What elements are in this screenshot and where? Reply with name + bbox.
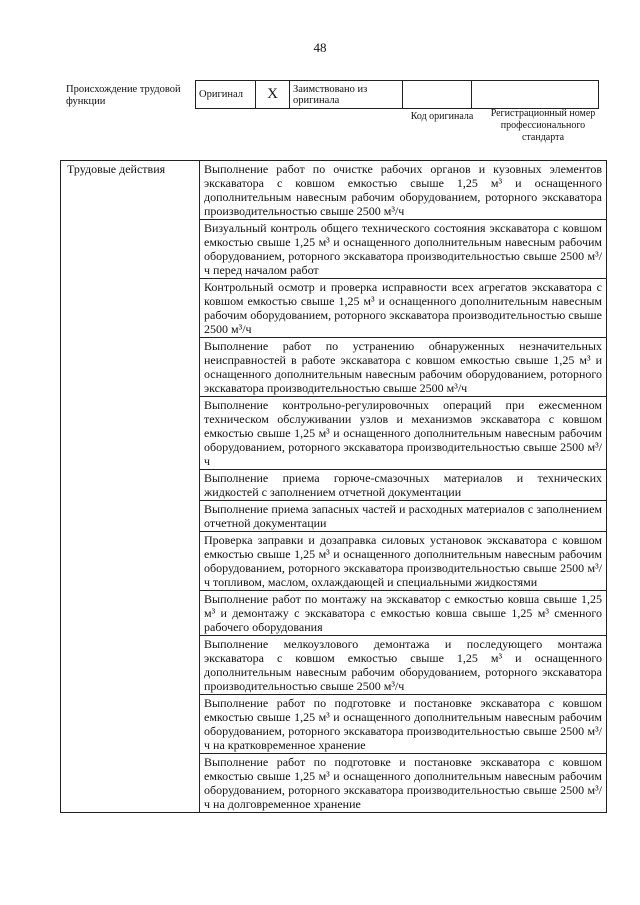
reg-number-cell (472, 81, 599, 109)
labor-action-item: Контрольный осмотр и проверка исправности всех агрегатов экскаватора с ковшом емкостью свыше 1,25 м³ и оснащенного дополнительным навесным рабочим оборудованием, роторного экскаватора производительностью свыше 2500 м³/ч (200, 279, 607, 338)
labor-action-item: Визуальный контроль общего технического состояния экскаватора с ковшом емкостью свыше 1,25 м³ и оснащенного дополнительным навесным рабочим оборудованием, роторного экскаватора производительностью свыше 2500 м³/ч перед началом работ (200, 220, 607, 279)
borrowed-cell: Заимствовано из оригинала (290, 81, 403, 109)
table-row (61, 161, 607, 220)
code-cell (403, 81, 472, 109)
labor-action-item: Выполнение работ по подготовке и постановке экскаватора с ковшом емкостью свыше 1,25 м³ и оснащенного дополнительным навесным рабочим оборудованием, роторного экскаватора производительностью свыше 2500 м³/ч на кратковременное хранение (200, 695, 607, 754)
labor-action-item: Выполнение приема горюче-смазочных материалов и технических жидкостей с заполнением отчетной документации (200, 470, 607, 501)
code-caption: Код оригинала (410, 111, 474, 122)
labor-action-item: Выполнение приема запасных частей и расходных материалов с заполнением отчетной документации (200, 501, 607, 532)
original-mark: X (256, 81, 290, 109)
labor-action-item: Выполнение работ по монтажу на экскаватор с емкостью ковша свыше 1,25 м³ и демонтажу с экскаватора с емкостью ковша свыше 1,25 м³ сменного рабочего оборудования (200, 591, 607, 636)
page-number: 48 (313, 40, 327, 55)
labor-action-item: Выполнение работ по подготовке и постановке экскаватора с ковшом емкостью свыше 1,25 м³ и оснащенного дополнительным навесным рабочим оборудованием, роторного экскаватора производительностью свыше 2500 м³/ч на долговременное хранение (200, 754, 607, 813)
original-cell: Оригинал (196, 81, 256, 109)
reg-caption: Регистрационный номер профессионального стандарта (490, 108, 596, 143)
labor-action-item: Выполнение мелкоузлового демонтажа и последующего монтажа экскаватора с ковшом емкостью свыше 1,25 м³ и оснащенного дополнительным навесным рабочим оборудованием, роторного экскаватора производительностью свыше 2500 м³/ч (200, 636, 607, 695)
labor-action-item: Выполнение работ по очистке рабочих органов и кузовных элементов экскаватора с ковшом емкостью свыше 1,25 м³ и оснащенного дополнительным навесным рабочим оборудованием, роторного экскаватора производительностью свыше 2500 м³/ч (200, 161, 607, 220)
labor-actions-heading: Трудовые действия (61, 161, 200, 813)
origin-label: Происхождение трудовой функции (66, 84, 181, 107)
labor-action-item: Проверка заправки и дозаправка силовых установок экскаватора с ковшом емкостью свыше 1,25 м³ и оснащенного дополнительным навесным рабочим оборудованием, роторного экскаватора производительностью свыше 2500 м³/ч топливом, маслом, охлаждающей и специальными жидкостями (200, 532, 607, 591)
labor-action-item: Выполнение контрольно-регулировочных операций при ежесменном техническом обслуживании узлов и механизмов экскаватора с ковшом емкостью свыше 1,25 м³ и оснащенного дополнительным навесным рабочим оборудованием, роторного экскаватора производительностью свыше 2500 м³/ч (200, 397, 607, 470)
labor-action-item: Выполнение работ по устранению обнаруженных незначительных неисправностей в работе экскаватора с ковшом емкостью свыше 1,25 м³ и оснащенного дополнительным навесным рабочим оборудованием, роторного экскаватора производительностью свыше 2500 м³/ч (200, 338, 607, 397)
labor-actions-table (60, 160, 607, 813)
origin-table (195, 80, 599, 109)
